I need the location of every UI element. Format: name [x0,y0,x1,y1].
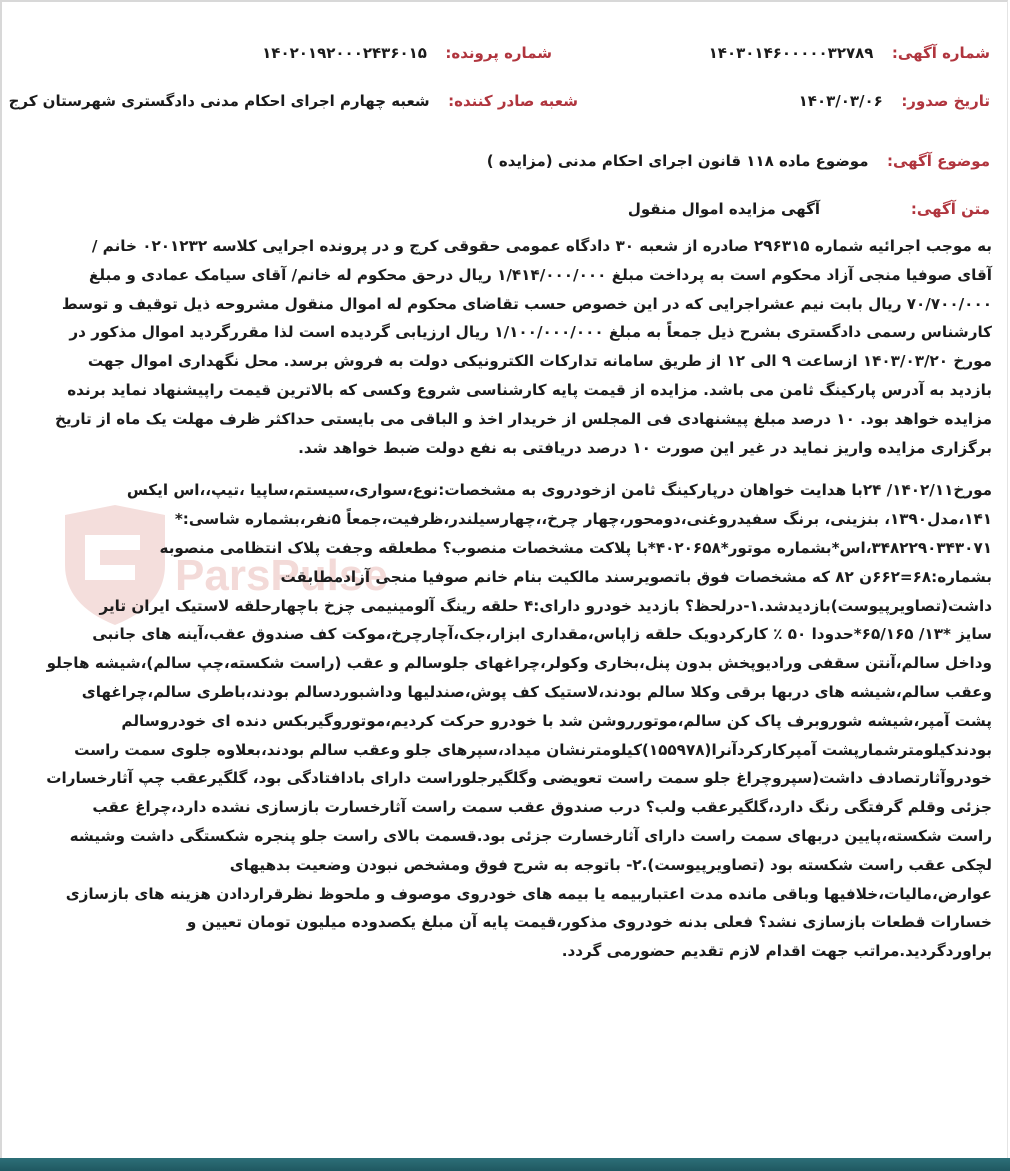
ad-body [14,232,992,966]
issue-date-row [799,92,990,110]
case-number-value: ۱۴۰۲۰۱۹۲۰۰۰۲۴۳۶۰۱۵ [262,44,427,62]
body-line: ۱۴۱،مدل۱۳۹۰، بنزینی، برنگ سفیدروغنی،دومحور،چهار چرخ،،چهارسیلندر،ظرفیت،جمعاً ۵نفر،بشماره شاسی:* [174,510,992,529]
body-line: بازدید به آدرس پارکینگ ثامن می باشد. مزایده از قیمت پایه کارشناسی شروع وکسی که بالاترین قیمت راپیشنهاد نماید برنده [67,380,992,399]
text-label: متن آگهی: [910,200,990,218]
body-line: ۷۰/۷۰۰/۰۰۰ ریال بابت نیم عشراجرایی که در این خصوص حسب تقاضای محکوم له اموال منقول مشروحه ذیل توقیف و توسط [61,294,992,313]
body-line: سایز *۱۳/ ۶۵/۱۶۵*حدودا ۵۰ ٪ کارکردویک حلقه زاپاس،مقداری ابزار،جک،آچارچرخ،موکت کف صندوق عقب،آینه های جانبی [92,625,992,644]
body-line: آقای صوفیا منجی آزاد محکوم است به پرداخت مبلغ ۱/۴۱۴/۰۰۰/۰۰۰ ریال درحق محکوم له خانم/ آقای سیامک عمادی و مبلغ [88,265,992,284]
body-line: کارشناس رسمی دادگستری بشرح ذیل جمعاً به مبلغ ۱/۱۰۰/۰۰۰/۰۰۰ ریال ارزیابی گردیده است لذا مقررگردید اموال مذکور در [69,323,992,342]
body-line: براوردگردید.مراتب جهت اقدام لازم تقدیم حضورمی گردد. [561,942,992,961]
body-line: خودروآثارتصادف داشت(سپروچراغ جلو سمت راست تعویضی وگلگیرجلوراست دارای بادافتادگی بود، گلگیرعقب چپ آثارخسارات [46,769,992,788]
body-line: جزئی وقلم گرفتگی رنگ دارد،گلگیرعقب ولب؟ درب صندوق عقب سمت راست آثارخسارت بازسازی نشده دارد،چراغ عقب [92,798,992,817]
issue-date-label: تاریخ صدور: [901,92,990,110]
watermark-text: ParsPulse [175,551,388,600]
issuer-row [9,92,578,110]
body-line: راست شکسته،پایین دربهای سمت راست دارای آثارخسارت جزئی بود.قسمت بالای راست جلو پنجره شکستگی داشت وشیشه [69,826,992,845]
body-line: مزایده خواهد بود. ۱۰ درصد مبلغ پیشنهادی فی المجلس از خریدار اخذ و الباقی می بایستی حداکثر ظرف مهلت یک ماه از تاریخ [54,409,992,428]
body-line: به موجب اجرائیه شماره ۲۹۶۳۱۵ صادره از شعبه ۳۰ دادگاه عمومی حقوقی کرج و در پرونده اجرایی کلاسه ۰۲۰۱۲۳۲ خانم / [91,237,992,255]
case-number-row [262,44,552,62]
subject-value: موضوع ماده ۱۱۸ قانون اجرای احکام مدنی (مزایده ) [486,152,869,170]
body-line: عوارض،مالیات،خلافیها وباقی مانده مدت اعتباربیمه یا بیمه های خودروی موصوف و ملحوظ نظرقراردادن هزینه های بازسازی [65,884,992,903]
text-title-value: آگهی مزایده اموال منقول [627,200,820,218]
case-number-label: شماره پرونده: [445,44,552,62]
body-line: پشت آمپر،شیشه شوروبرف پاک کن سالم،موتورروشن شد با خودرو حرکت کردیم،موتوروگیربکس دنده ای خودروسالم [121,711,992,730]
issuer-value: شعبه چهارم اجرای احکام مدنی دادگستری شهرستان کرج [8,92,430,110]
bottom-bar [0,1158,1010,1171]
body-line: داشت(تصاویرپیوست)بازدیدشد.۱-درلحظ؟ بازدید خودرو دارای:۴ حلقه رینگ آلومینیمی چزخ باچهارحلقه لاستیک ایران تایر [99,596,992,615]
ad-number-row [709,44,990,62]
body-line: بشماره:۶۸=۶۶۲ن ۸۲ که مشخصات فوق باتصویرسند مالکیت بنام خانم صوفیا منجی آزادمطابقت [280,567,992,586]
subject-row [487,152,990,170]
ad-number-value: ۱۴۰۳۰۱۴۶۰۰۰۰۰۳۲۷۸۹ [708,44,874,62]
issuer-label: شعبه صادر کننده: [448,92,578,110]
text-label-row [911,200,990,218]
body-line: برگزاری مزایده واریز نماید در غیر این صورت ۱۰ درصد دریافتی به نفع دولت ضبط خواهد شد. [298,438,992,457]
ad-number-label: شماره آگهی: [891,44,990,62]
body-line: خسارات قطعات بازسازی نشد؟ فعلی بدنه خودروی مذکور،قیمت پایه آن مبلغ یکصدوده میلیون تومان تعیین و [186,913,992,932]
body-line: مورخ ۱۴۰۳/۰۳/۲۰ ازساعت ۹ الی ۱۲ از طریق سامانه تدارکات الکترونیکی دولت به فروش برسد. محل نگهداری اموال جهت [87,352,992,371]
body-line: لچکی عقب راست شکسته بود (تصاویرپیوست).۲- باتوجه به شرح فوق ومشخص نبودن وضعیت بدهیهای [229,855,992,874]
body-line: مورخ۱۴۰۲/۱۱/ ۲۴با هدایت خواهان درپارکینگ ثامن ازخودروی به مشخصات:نوع،سواری،سیستم،ساپیا ،تیپ،،اس ایکس [126,481,992,500]
text-title [628,200,820,218]
subject-label: موضوع آگهی: [886,152,990,170]
body-line: وعقب سالم،شیشه های دربها برقی وکلا سالم بودند،لاستیک کف پوش،صندلیها وداشبوردسالم بودند،باطری سالم،چراغهای [81,682,992,701]
body-line: ۳۴۸۲۲۹۰۳۴۳۰۷۱،اس*بشماره موتور*۴۰۲۰۶۵۸*با پلاکت مشخصات منصوب؟ مطعلقه وجفت پلاک انتظامی منصوبه [159,538,992,557]
body-line: وداخل سالم،آنتن سقفی وراديوپخش بدون پنل،بخاری وکولر،چراغهای جلوسالم و عقب (راست شکسته،چپ سالم)،شیشه هاجلو [46,654,992,673]
body-line: بودندکیلومترشمارپشت آمپرکارکردآنرا(۱۵۵۹۷۸)کیلومترنشان میداد،سپرهای جلو وعقب سالم بودند،بعلاوه جلوی سمت راست [74,740,992,759]
issue-date-value: ۱۴۰۳/۰۳/۰۶ [798,92,883,110]
